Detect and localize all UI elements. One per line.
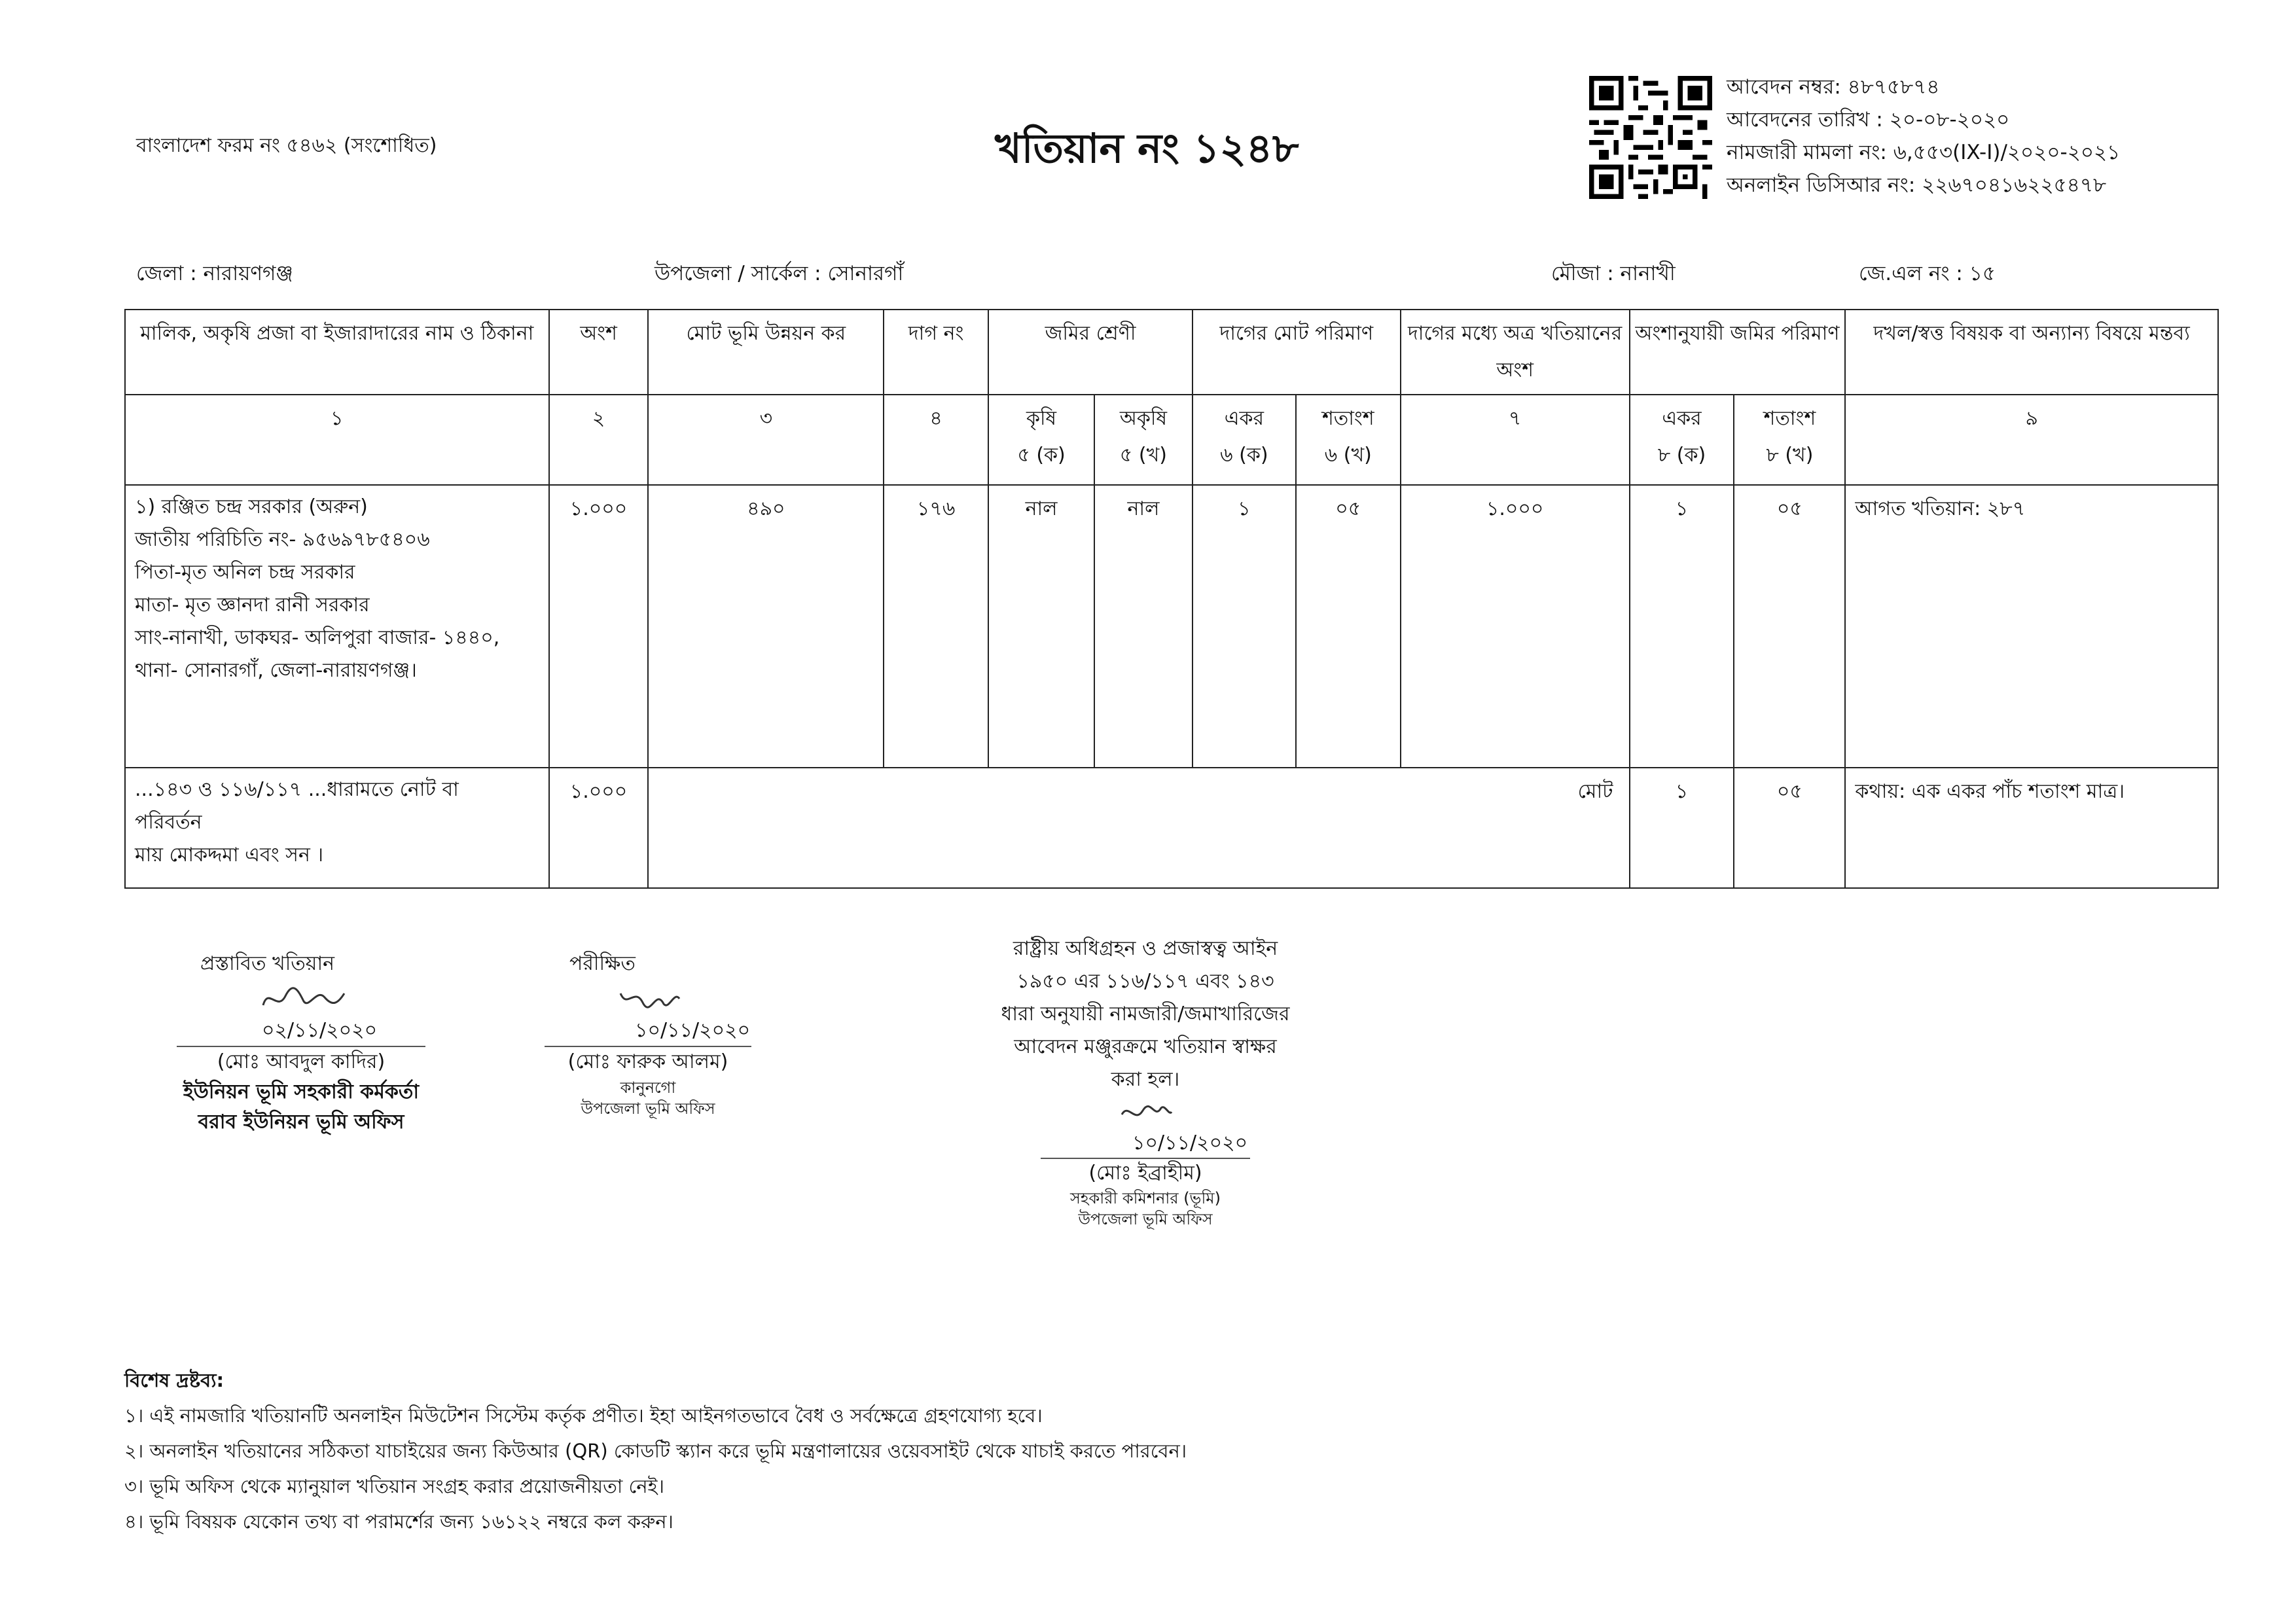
col-dag-shotangsho	[1296, 395, 1401, 485]
note-item: ১। এই নামজারি খতিয়ানটি অনলাইন মিউটেশন সিস্টেম কর্তৃক প্রণীত। ইহা আইনগতভাবে বৈধ ও সর্বক্ষেত্রে গ্রহণযোগ্য হবে।	[124, 1404, 1043, 1427]
approval-date: ১০/১১/২০২০	[1132, 1132, 1248, 1154]
approval-name: (মোঃ ইব্রাহীম)	[1088, 1162, 1202, 1185]
share-land-header: অংশানুযায়ী জমির পরিমাণ	[1630, 310, 1846, 395]
col-number: ৯	[1845, 395, 2218, 485]
jl-number: জে.এল নং : ১৫	[1859, 262, 1996, 285]
owner-line: মাতা- মৃত জ্ঞানদা রানী সরকার	[135, 594, 370, 616]
share-header: অংশ	[549, 310, 649, 395]
page-title: খতিয়ান নং ১২৪৮	[995, 124, 1299, 172]
signature-scribble-icon	[1113, 1096, 1178, 1129]
proposed-name: (মোঃ আবদুল কাদির)	[217, 1050, 386, 1073]
total-in-words: কথায়: এক একর পাঁচ শতাংশ মাত্র।	[1845, 768, 2218, 888]
approval-line: আবেদন মঞ্জুরক্রমে খতিয়ান স্বাক্ষর	[1014, 1035, 1277, 1058]
col-krishi	[988, 395, 1094, 485]
khatian-table	[124, 309, 2219, 889]
proposed-heading: প্রস্তাবিত খতিয়ান	[200, 952, 335, 975]
note-line: পরিবর্তন	[135, 811, 202, 834]
mouza: মৌজা : নানাখী	[1551, 262, 1676, 285]
note-item: ৩। ভূমি অফিস থেকে ম্যানুয়াল খতিয়ান সংগ্রহ করার প্রয়োজনীয়তা নেই।	[124, 1475, 665, 1497]
approval-office: উপজেলা ভূমি অফিস	[1078, 1210, 1213, 1228]
khatian-share-header: দাগের মধ্যে অত্র খতিয়ানের অংশ	[1401, 310, 1630, 395]
owner-header: মালিক, অকৃষি প্রজা বা ইজারাদারের নাম ও ঠিকানা	[125, 310, 549, 395]
col-dag-acre	[1193, 395, 1296, 485]
col-number: ৮ (খ)	[1766, 444, 1814, 467]
acre-value: ১	[1630, 485, 1734, 768]
col-number: ৬ (খ)	[1324, 444, 1372, 467]
col-number: ৫ (খ)	[1119, 444, 1168, 467]
dag-header: দাগ নং	[884, 310, 988, 395]
note-line: ...১৪৩ ও ১১৬/১১৭ ...ধারামতে নোট বা	[135, 778, 459, 801]
col-label: একর	[1662, 407, 1702, 430]
dag-value: ১৭৬	[884, 485, 988, 768]
approval-line: রাষ্ট্রীয় অধিগ্রহন ও প্রজাস্বত্ব আইন	[1013, 937, 1278, 960]
proposed-office: বরাব ইউনিয়ন ভূমি অফিস	[198, 1111, 404, 1133]
application-info	[1727, 71, 2120, 202]
verified-office: উপজেলা ভূমি অফিস	[581, 1099, 715, 1118]
qr-code-icon	[1589, 71, 1712, 204]
col-label: অকৃষি	[1119, 407, 1167, 430]
approval-designation: সহকারী কমিশনার (ভূমি)	[1069, 1189, 1221, 1207]
note-line: মায় মোকদ্দমা এবং সন ।	[135, 844, 324, 866]
approval-line: ১৯৫০ এর ১১৬/১১৭ এবং ১৪৩	[1016, 970, 1274, 993]
header-row	[125, 310, 2218, 395]
col-number: ৬ (ক)	[1220, 444, 1268, 467]
approval-signature-block	[982, 933, 1309, 1230]
col-number: ৮ (ক)	[1657, 444, 1706, 467]
col-shotangsho	[1734, 395, 1845, 485]
col-number: ২	[549, 395, 649, 485]
col-label: শতাংশ	[1763, 407, 1816, 430]
dag-shotangsho-value: ০৫	[1296, 485, 1401, 768]
approval-line: করা হল।	[1111, 1068, 1180, 1091]
verified-designation: কানুনগো	[620, 1079, 676, 1097]
col-number: ৩	[648, 395, 884, 485]
total-share: ১.০০০	[549, 768, 649, 888]
owner-line: পিতা-মৃত অনিল চন্দ্র সরকার	[135, 561, 355, 584]
share-value: ১.০০০	[549, 485, 649, 768]
remarks-header: দখল/স্বত্ত বিষয়ক বা অন্যান্য বিষয়ে মন্তব্য	[1845, 310, 2218, 395]
form-number: বাংলাদেশ ফরম নং ৫৪৬২ (সংশোধিত)	[136, 134, 437, 157]
owner-line: থানা- সোনারগাঁ, জেলা-নারায়ণগঞ্জ।	[135, 659, 417, 682]
total-row	[125, 768, 2218, 888]
note-item: ২। অনলাইন খতিয়ানের সঠিকতা যাচাইয়ের জন্য কিউআর (QR) কোডটি স্ক্যান করে ভূমি মন্ত্রণালায়ের ওয়েবসাইট থেকে যাচাই করতে পারবেন।	[124, 1440, 1187, 1462]
owner-line: সাং-নানাখী, ডাকঘর- অলিপুরা বাজার- ১৪৪০,	[135, 626, 500, 649]
upazila: উপজেলা / সার্কেল : সোনারগাঁ	[655, 262, 904, 285]
proposed-signature-block	[164, 949, 439, 1137]
verified-name: (মোঃ ফারুক আলম)	[567, 1050, 728, 1073]
total-label: মোট	[648, 768, 1629, 888]
dag-total-header: দাগের মোট পরিমাণ	[1193, 310, 1401, 395]
khatian-share-value: ১.০০০	[1401, 485, 1630, 768]
col-number: ১	[125, 395, 549, 485]
land-class-header: জমির শ্রেণী	[988, 310, 1193, 395]
total-shotangsho: ০৫	[1734, 768, 1845, 888]
signature-scribble-icon	[249, 979, 353, 1016]
col-number: ৪	[884, 395, 988, 485]
district: জেলা : নারায়ণগঞ্জ	[136, 262, 293, 285]
proposed-designation: ইউনিয়ন ভূমি সহকারী কর্মকর্তা	[183, 1080, 420, 1103]
krishi-value: নাল	[988, 485, 1094, 768]
col-label: শতাংশ	[1321, 407, 1374, 430]
total-acre: ১	[1630, 768, 1734, 888]
col-label: কৃষি	[1026, 407, 1057, 430]
akrishi-value: নাল	[1094, 485, 1193, 768]
online-dcr-number: অনলাইন ডিসিআর নং: ২২৬৭০৪১৬২২৫৪৭৮	[1727, 173, 2107, 197]
proposed-date: ০২/১১/২০২০	[262, 1019, 378, 1042]
note-item: ৪। ভূমি বিষয়ক যেকোন তথ্য বা পরামর্শের জন্য ১৬১২২ নম্বরে কল করুন।	[124, 1510, 673, 1533]
col-number: ৫ (ক)	[1017, 444, 1066, 467]
col-acre	[1630, 395, 1734, 485]
owner-details	[125, 485, 549, 768]
application-date: আবেদনের তারিখ : ২০-০৮-২০২০	[1727, 108, 2010, 132]
verified-heading: পরীক্ষিত	[569, 952, 636, 975]
notes-heading: বিশেষ দ্রষ্টব্য:	[124, 1369, 224, 1391]
col-akrishi	[1094, 395, 1193, 485]
tax-value: ৪৯০	[648, 485, 884, 768]
owner-line: জাতীয় পরিচিতি নং- ৯৫৬৯৭৮৫৪০৬	[135, 528, 430, 551]
shotangsho-value: ০৫	[1734, 485, 1845, 768]
verified-signature-block	[543, 949, 753, 1119]
remarks-value: আগত খতিয়ান: ২৮৭	[1845, 485, 2218, 768]
signature-scribble-icon	[609, 979, 687, 1016]
col-number: ৭	[1401, 395, 1630, 485]
table-row	[125, 485, 2218, 768]
owner-line: ১) রঞ্জিত চন্দ্র সরকার (অরুন)	[135, 495, 368, 518]
dag-acre-value: ১	[1193, 485, 1296, 768]
total-note	[125, 768, 549, 888]
approval-line: ধারা অনুযায়ী নামজারী/জমাখারিজের	[1001, 1003, 1290, 1026]
column-number-row	[125, 395, 2218, 485]
application-number: আবেদন নম্বর: ৪৮৭৫৮৭৪	[1727, 75, 1940, 99]
mutation-case-number: নামজারী মামলা নং: ৬,৫৫৩(IX-I)/২০২০-২০২১	[1727, 141, 2121, 164]
tax-header: মোট ভূমি উন্নয়ন কর	[648, 310, 884, 395]
special-notes	[124, 1363, 1187, 1539]
verified-date: ১০/১১/২০২০	[635, 1019, 751, 1042]
col-label: একর	[1224, 407, 1265, 430]
